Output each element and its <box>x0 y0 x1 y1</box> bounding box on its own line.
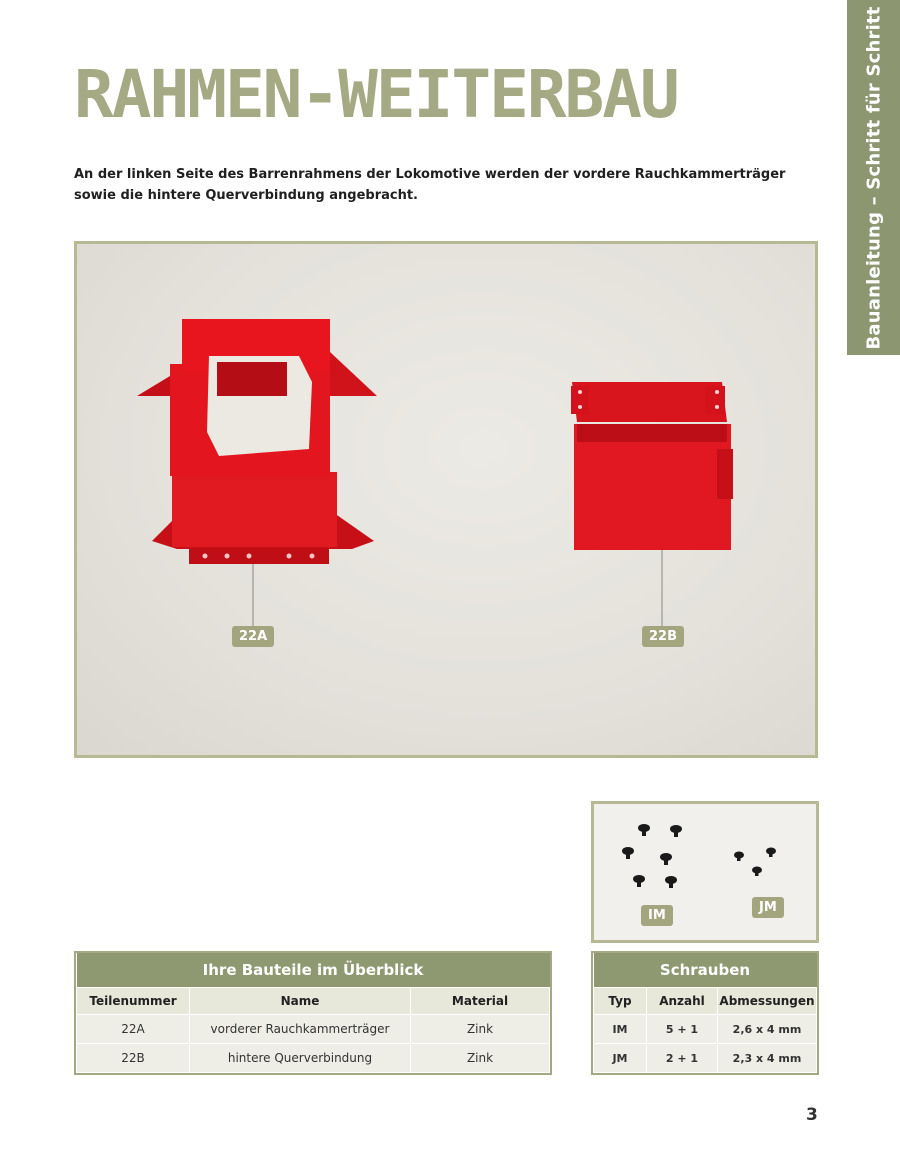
table-cell: hintere Querverbindung <box>190 1044 411 1073</box>
table-row <box>77 1015 550 1044</box>
column-header: Name <box>190 988 411 1015</box>
page-number: 3 <box>806 1105 818 1125</box>
parts-photo <box>74 241 818 758</box>
column-header: Typ <box>594 988 647 1015</box>
parts-table <box>74 951 552 1075</box>
part-label-22b: 22B <box>642 626 684 647</box>
parts-table-title: Ihre Bauteile im Überblick <box>77 953 550 988</box>
part-22b-image <box>571 382 733 626</box>
column-header: Material <box>411 988 550 1015</box>
intro-paragraph: An der linken Seite des Barrenrahmens der Lokomotive werden der vordere Rauchkammerträger sowie die hintere Querverbindung angebracht. <box>74 167 786 203</box>
screws-jm-image <box>734 848 776 877</box>
table-cell: 22B <box>77 1044 190 1073</box>
screws-table <box>591 951 819 1075</box>
side-tab-label: Bauanleitung – Schritt für Schritt <box>863 5 884 350</box>
page-title: RAHMEN-WEITERBAU <box>74 56 678 133</box>
table-row <box>594 1015 817 1044</box>
table-cell: vorderer Rauchkammerträger <box>190 1015 411 1044</box>
column-header: Anzahl <box>647 988 718 1015</box>
parts-illustration <box>77 244 815 755</box>
part-label-22a: 22A <box>232 626 274 647</box>
table-cell: 22A <box>77 1015 190 1044</box>
table-cell: IM <box>594 1015 647 1044</box>
table-cell: 2,3 x 4 mm <box>718 1044 817 1073</box>
table-cell: 5 + 1 <box>647 1015 718 1044</box>
table-cell: Zink <box>411 1015 550 1044</box>
table-cell: 2,6 x 4 mm <box>718 1015 817 1044</box>
screws-im-image <box>622 824 682 888</box>
table-cell: JM <box>594 1044 647 1073</box>
screws-table-title: Schrauben <box>594 953 817 988</box>
column-header: Abmessungen <box>718 988 817 1015</box>
table-row <box>594 1044 817 1073</box>
table-row <box>77 1044 550 1073</box>
screws-illustration <box>594 804 816 940</box>
part-22a-image <box>137 319 377 626</box>
section-side-tab <box>847 0 900 355</box>
screws-photo <box>591 801 819 943</box>
screw-label-im: IM <box>641 905 673 926</box>
column-header: Teilenummer <box>77 988 190 1015</box>
screw-label-jm: JM <box>752 897 784 918</box>
table-cell: Zink <box>411 1044 550 1073</box>
table-cell: 2 + 1 <box>647 1044 718 1073</box>
